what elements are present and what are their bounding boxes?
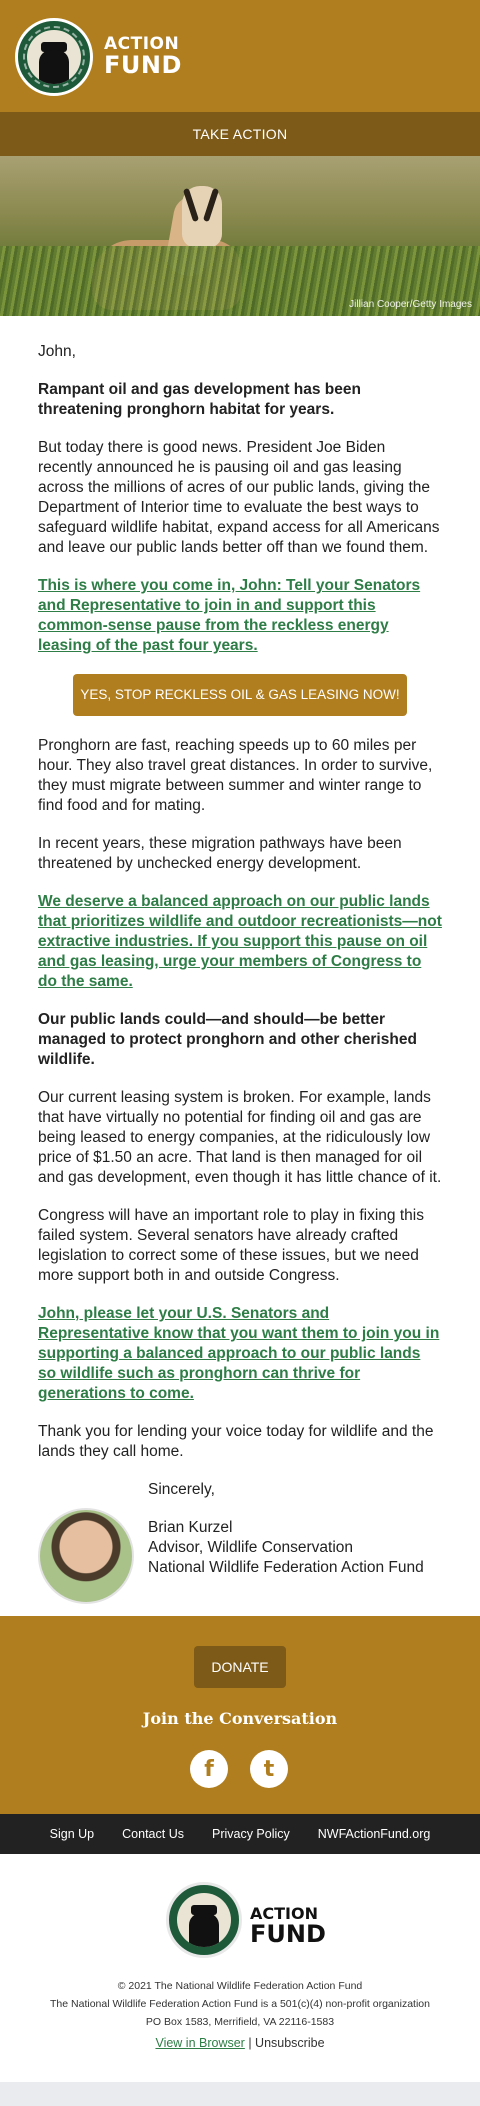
- nwf-logo-badge[interactable]: [15, 18, 93, 96]
- hero-image-pronghorn[interactable]: [0, 156, 480, 316]
- footer-legal: [0, 1977, 480, 2031]
- bottom-margin: [0, 2082, 480, 2106]
- paragraph-pronghorn-speed: Pronghorn are fast, reaching speeds up to 60 miles per hour. They also travel great distances. In order to survive, they must migrate between summer and winter range to find food and for mating.: [38, 737, 433, 814]
- paragraph-intro: Rampant oil and gas development has been threatening pronghorn habitat for years.: [38, 381, 361, 418]
- paragraph-leasing-broken: Our current leasing system is broken. For example, lands that have virtually no potential for finding oil and gas are being leased to energy companies, at the ridiculously low price of $1.50 an acre. That land is then managed for oil and gas development, even though it has little chance of it.: [38, 1089, 442, 1186]
- donate-button[interactable]: DONATE: [194, 1646, 286, 1688]
- bear-emblem-icon: [177, 1893, 231, 1947]
- paragraph-better-managed: Our public lands could—and should—be better managed to protect pronghorn and other cherished wildlife.: [38, 1011, 417, 1068]
- mailing-address: PO Box 1583, Merrifield, VA 22116-1583: [145, 2016, 335, 2028]
- greeting: John,: [38, 343, 76, 360]
- signer-avatar: [38, 1508, 134, 1604]
- footer-logo-badge[interactable]: [166, 1882, 242, 1958]
- paragraph-good-news: But today there is good news. President Joe Biden recently announced he is pausing oil and gas leasing across the millions of acres of our public lands, giving the Department of Interior time to evaluate the best ways to safeguard wildlife habitat, expand access for all Americans and leave our public lands better off than we found them.: [38, 439, 440, 556]
- link-urge-representatives[interactable]: John, please let your U.S. Senators and Representative know that you want them to join you in supporting a balanced approach to our public lands so wildlife such as pronghorn can thrive for generations to come.: [38, 1305, 440, 1402]
- logo-line-2: FUND: [104, 51, 182, 79]
- footer-logo-wordmark[interactable]: [250, 1906, 326, 1946]
- facebook-icon[interactable]: f: [190, 1750, 228, 1788]
- footer-link-sign-up[interactable]: Sign Up: [49, 1827, 95, 1841]
- header: [0, 0, 480, 112]
- footer-utility-links: [0, 2036, 480, 2050]
- take-action-link[interactable]: TAKE ACTION: [0, 112, 480, 156]
- signoff: Sincerely,: [148, 1481, 215, 1498]
- footer: [0, 1854, 480, 2082]
- join-conversation-heading: Join the Conversation: [142, 1709, 338, 1728]
- photo-credit: Jillian Cooper/Getty Images: [349, 299, 472, 310]
- unsubscribe-link[interactable]: Unsubscribe: [255, 2036, 325, 2050]
- signature-block: [38, 1480, 442, 1604]
- view-in-browser-link[interactable]: View in Browser: [155, 2036, 245, 2050]
- separator: |: [244, 2036, 256, 2050]
- link-balanced-approach[interactable]: We deserve a balanced approach on our public lands that prioritizes wildlife and outdoor recreationists—not extractive industries. If you support this pause on oil and gas leasing, urge your members of Congress to do the same.: [38, 893, 442, 990]
- paragraph-congress-role: Congress will have an important role to play in fixing this failed system. Several senators have already crafted legislation to correct some of these issues, but we need more support both in and outside Congress.: [38, 1207, 424, 1284]
- donate-section: [0, 1616, 480, 1814]
- footer-logo-line-1: ACTION: [250, 1904, 318, 1923]
- signer-title: Advisor, Wildlife Conservation: [148, 1539, 354, 1556]
- paragraph-migration: In recent years, these migration pathways have been threatened by unchecked energy development.: [38, 835, 402, 872]
- twitter-icon[interactable]: t: [250, 1750, 288, 1788]
- paragraph-thank-you: Thank you for lending your voice today for wildlife and the lands they call home.: [38, 1423, 434, 1460]
- copyright: © 2021 The National Wildlife Federation Action Fund: [117, 1980, 363, 1992]
- stop-leasing-button[interactable]: YES, STOP RECKLESS OIL & GAS LEASING NOW!: [73, 674, 407, 716]
- footer-link-website[interactable]: NWFActionFund.org: [317, 1827, 431, 1841]
- footer-link-contact-us[interactable]: Contact Us: [122, 1827, 184, 1841]
- logo-wordmark[interactable]: [104, 36, 182, 77]
- footer-logo-line-2: FUND: [250, 1920, 326, 1948]
- link-tell-senators[interactable]: This is where you come in, John: Tell your Senators and Representative to join in and support this common-sense pause from the reckless energy leasing of the past four years.: [38, 577, 421, 654]
- signer-org: National Wildlife Federation Action Fund: [148, 1559, 424, 1576]
- signer-name: Brian Kurzel: [148, 1519, 233, 1536]
- footer-link-privacy-policy[interactable]: Privacy Policy: [211, 1827, 290, 1841]
- nonprofit-notice: The National Wildlife Federation Action Fund is a 501(c)(4) non-profit organization: [50, 1998, 430, 2010]
- footer-nav: [0, 1814, 480, 1854]
- email-body: [0, 316, 480, 1604]
- logo-line-1: ACTION: [104, 34, 180, 54]
